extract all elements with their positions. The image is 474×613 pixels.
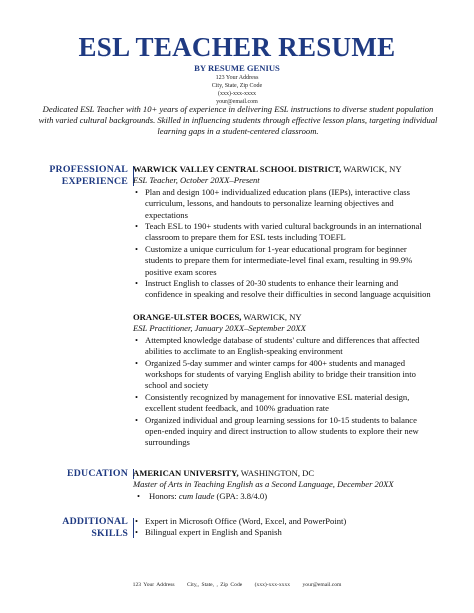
contact-phone: (xxx)-xxx-xxxx [218, 91, 256, 97]
list-item: • Organized 5-day summer and winter camps for 400+ students and managed workshops for students of varying English ability to bridge their transition into school and society [133, 358, 433, 392]
skills-heading: ADDITIONAL SKILLS [62, 516, 128, 539]
summary-paragraph: Dedicated ESL Teacher with 10+ years of experience in delivering ESL instructions to diverse student population with varied cultural backgrounds. Skilled in influencing students through effective lesson plans, targeting individual learning gaps in a student-centered classroom. [38, 104, 438, 137]
list-item: • Customize a unique curriculum for 1-year educational program for beginner students to prepare them for intermediate-level final exam, resulting in 99.9% positive exam scores [133, 244, 433, 278]
list-item: • Attempted knowledge database of students' culture and differences that affected abilities to acclimate to an English-speaking environment [133, 335, 433, 358]
experience-section [133, 164, 433, 449]
contact-city: City, State, Zip Code [211, 83, 263, 89]
job-2 [133, 312, 433, 449]
list-item: • Bilingual expert in English and Spanish [133, 527, 433, 538]
education-section [133, 468, 433, 502]
education-degree: Master of Arts in Teaching English as a Second Language, December 20XX [133, 479, 394, 490]
footer-city: City,, State, , Zip Code [187, 582, 243, 588]
list-item: • Instruct English to classes of 20-30 students to enhance their learning and confidence in speaking and resolve their difficulties in second language acquisition [133, 278, 433, 301]
list-item: • Consistently recognized by management for innovative ESL material design, excellent student feedback, and 100% graduation rate [133, 392, 433, 415]
contact-email: your@email.com [216, 99, 258, 105]
job-1-header: WARWICK VALLEY CENTRAL SCHOOL DISTRICT, WARWICK, NY [133, 164, 402, 174]
education-honors: • Honors: cum laude (GPA: 3.8/4.0) [133, 491, 433, 502]
education-heading: EDUCATION [67, 468, 128, 479]
experience-heading: PROFESSIONAL EXPERIENCE [49, 164, 128, 187]
contact-address: 123 Your Address [215, 75, 259, 81]
resume-title: ESL TEACHER RESUME [78, 32, 396, 62]
list-item: • Teach ESL to 190+ students with varied cultural backgrounds in an international classroom to prepare them for ESL tests including TOEFL [133, 221, 433, 244]
job-1-role: ESL Teacher, October 20XX–Present [133, 175, 260, 186]
skills-list [133, 516, 433, 539]
list-item: • Organized individual and group learning sessions for 10-15 students to balance open-ended inquiry and direct instruction to allow students to explore their new surroundings [133, 415, 433, 449]
skills-section [133, 516, 433, 539]
footer [0, 582, 474, 588]
footer-email: your@email.com [302, 582, 342, 588]
contact-block [0, 74, 474, 106]
list-item: • Plan and design 100+ individualized education plans (IEPs), interactive class curriculum, lessons, and handouts to personalize learning objectives and expectations [133, 187, 433, 221]
list-item: • Expert in Microsoft Office (Word, Excel, and PowerPoint) [133, 516, 433, 527]
job-2-bullets [133, 335, 433, 449]
byline: BY RESUME GENIUS [194, 63, 280, 73]
job-2-role: ESL Practitioner, January 20XX–September 20XX [133, 323, 306, 334]
education-header: AMERICAN UNIVERSITY, WASHINGTON, DC [133, 468, 315, 478]
footer-address: 123 Your Address [132, 582, 175, 588]
job-1-bullets [133, 187, 433, 301]
job-2-header: ORANGE-ULSTER BOCES, WARWICK, NY [133, 311, 302, 322]
footer-phone: (xxx)-xxx-xxxx [254, 582, 291, 588]
job-1 [133, 164, 433, 301]
